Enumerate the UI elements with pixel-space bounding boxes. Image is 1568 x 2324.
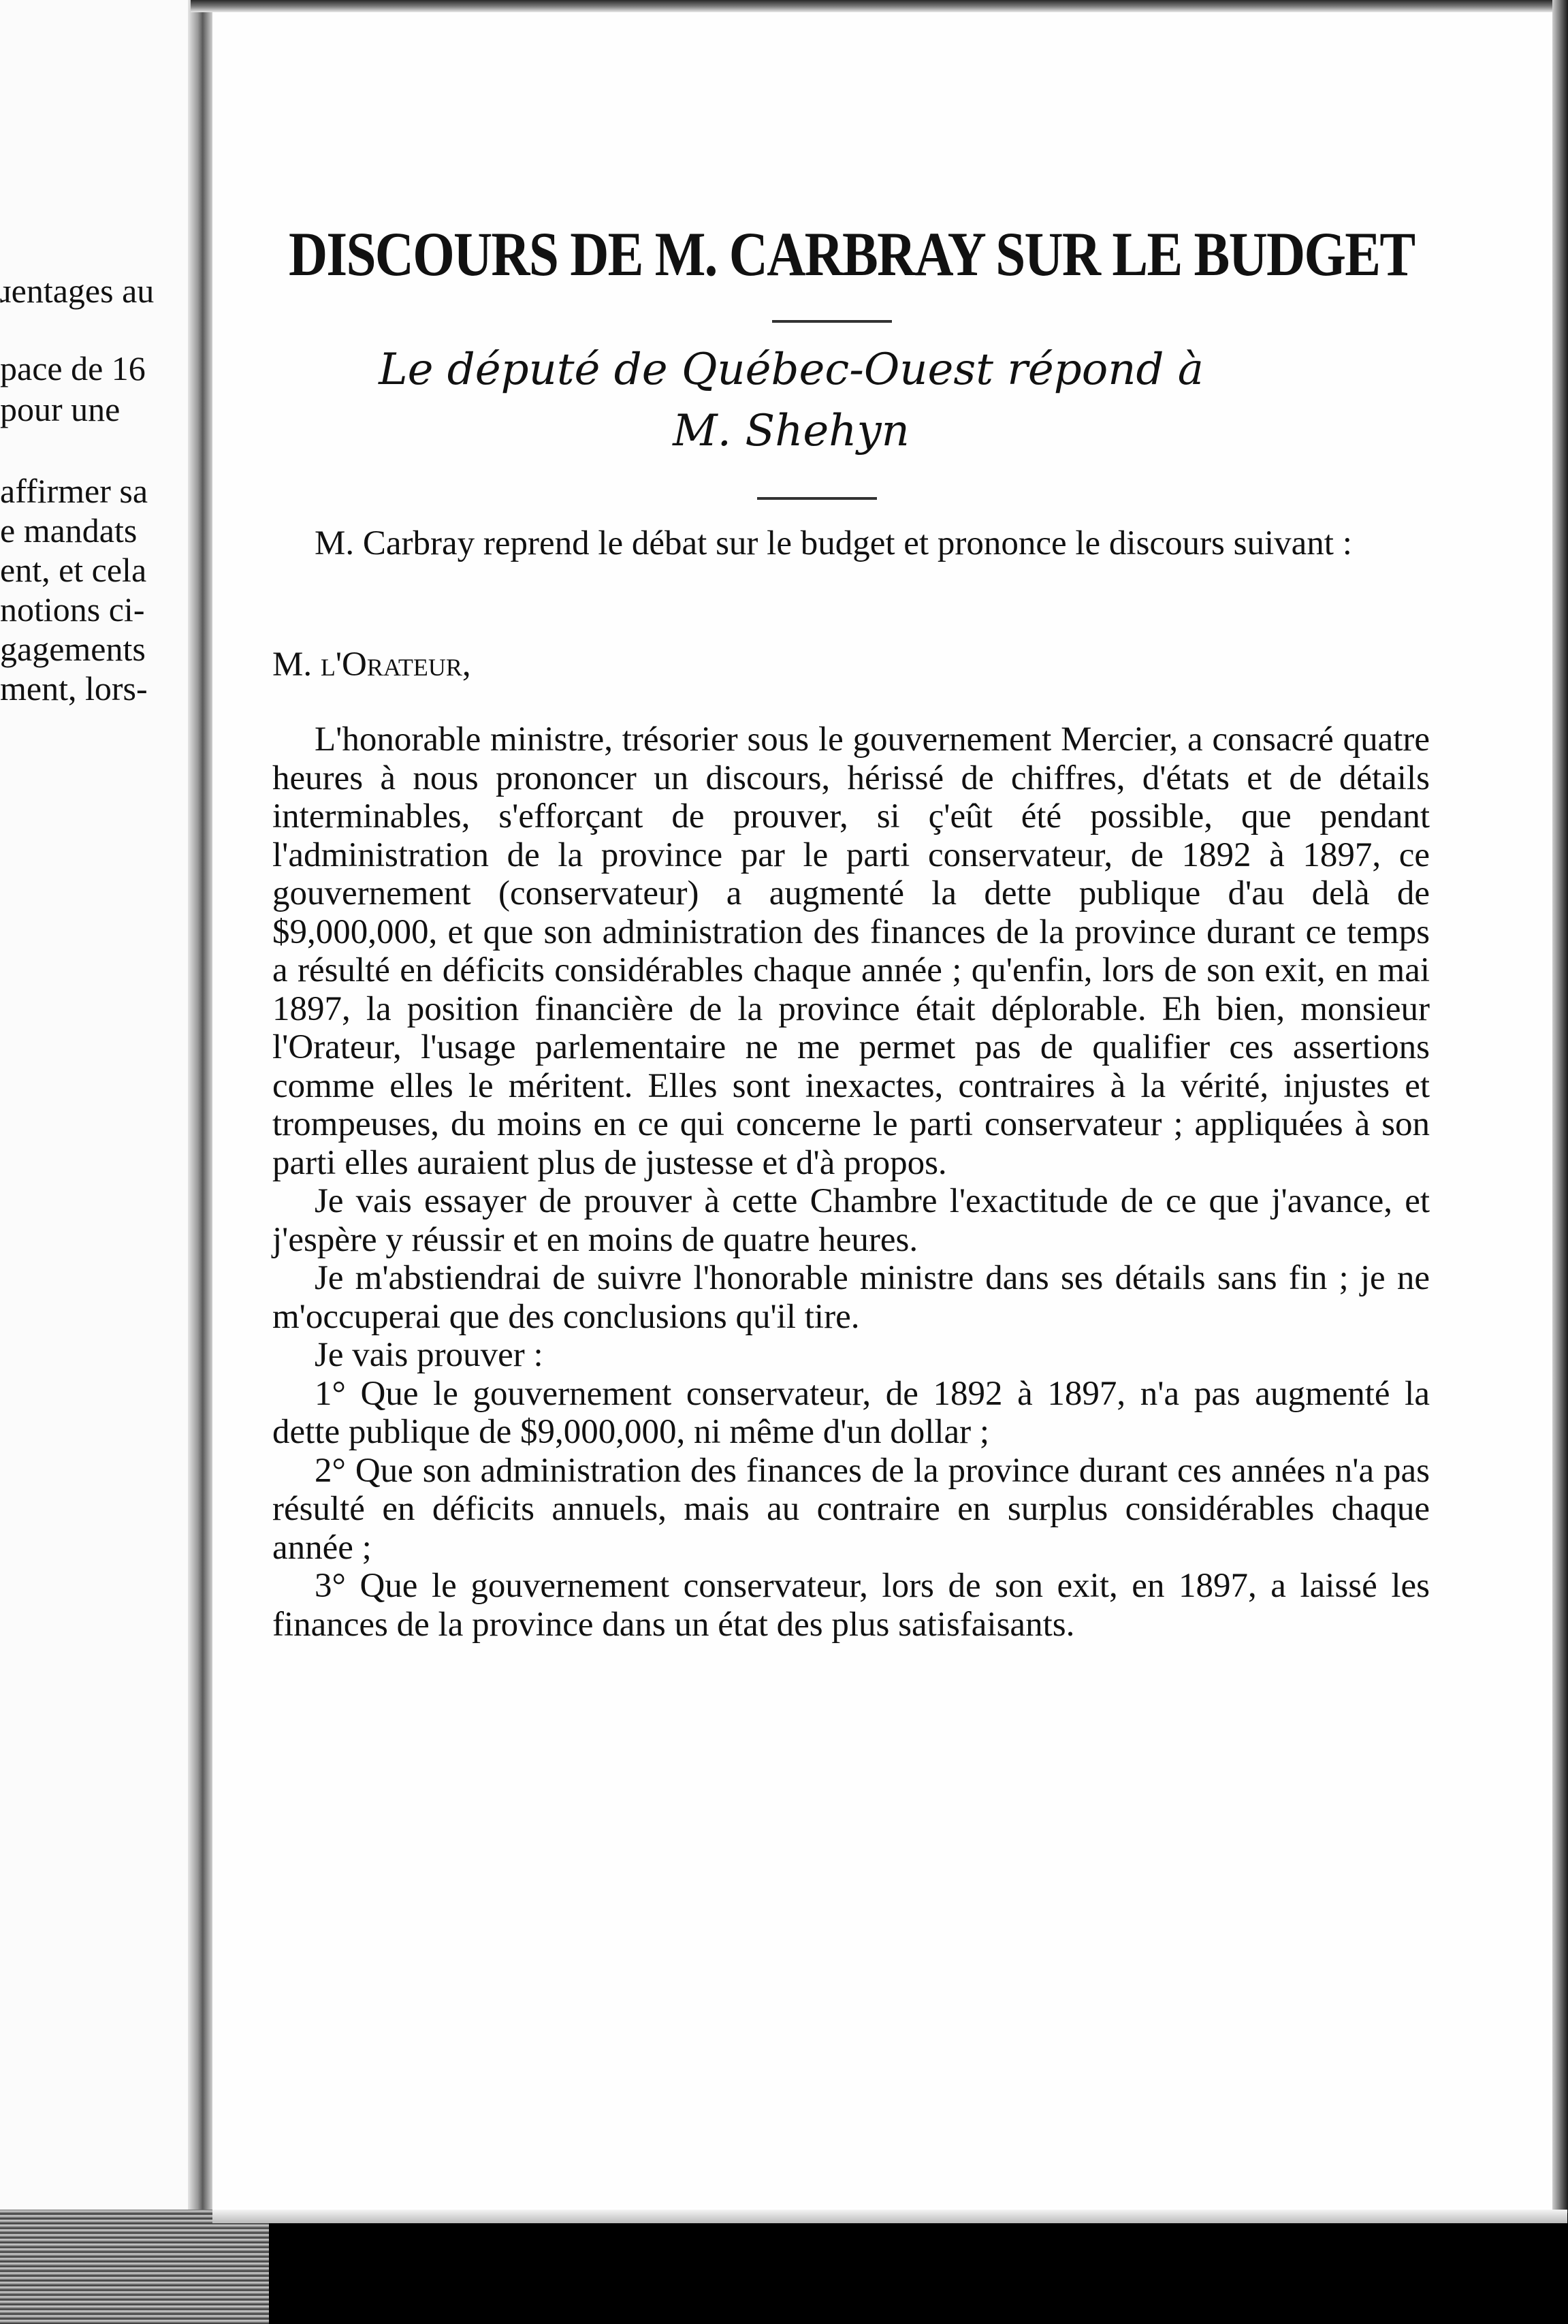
- salutation: [272, 646, 1430, 684]
- list-item: 3° Que le gouvernement conservateur, lors de son exit, en 1897, a laissé les finances de la province dans un état des plus satisfaisants.: [272, 1567, 1430, 1644]
- speech-body: [272, 720, 1430, 1644]
- page-top-edge: [191, 0, 1568, 12]
- list-item: 2° Que son administration des finances de la province durant ces années n'a pas résulté en déficits annuels, mais au contraire en surplus considérables chaque année ;: [272, 1451, 1430, 1567]
- left-page-line: pace de 16: [0, 349, 146, 387]
- paragraph: Je m'abstiendrai de suivre l'honorable ministre dans ses détails sans fin ; je ne m'occuperai que des conclusions qu'il tire.: [272, 1259, 1430, 1336]
- subtitle-line-1: Le député de Québec-Ouest répond à: [379, 345, 1204, 395]
- left-page-line: ment, lors-: [0, 669, 148, 707]
- paragraph: Je vais prouver :: [315, 1336, 543, 1374]
- left-page-line: affirmer sa: [0, 472, 148, 510]
- intro-text: M. Carbray reprend le débat sur le budget et prononce le discours suivant :: [315, 524, 1352, 562]
- left-page-line: ɹentages au: [0, 272, 155, 310]
- left-page-line: ent, et cela: [0, 551, 147, 589]
- page-bottom-edge: [212, 2210, 1567, 2223]
- left-page-line: pour une: [0, 390, 121, 428]
- page-title: DISCOURS DE M. CARBRAY SUR LE BUDGET: [289, 219, 1415, 289]
- title-divider: [772, 320, 892, 323]
- subtitle-divider: [757, 497, 877, 500]
- book-spine: [188, 0, 212, 2324]
- intro-paragraph: [272, 524, 1430, 563]
- list-item: 1° Que le gouvernement conservateur, de 1892 à 1897, n'a pas augmenté la dette publique de $9,000,000, ni même d'un dollar ;: [272, 1374, 1430, 1451]
- subtitle-line-2: M. Shehyn: [673, 406, 910, 456]
- page-stack-edge: [0, 2210, 269, 2324]
- left-page-line: notions ci-: [0, 590, 145, 628]
- right-edge-shadow: [1552, 0, 1568, 2324]
- paragraph: Je vais essayer de prouver à cette Chambre l'exactitude de ce que j'avance, et j'espère y réussir et en moins de quatre heures.: [272, 1182, 1430, 1259]
- salutation-text: M. l'Orateur,: [272, 646, 471, 684]
- left-page-line: gagements: [0, 630, 146, 668]
- paragraph: L'honorable ministre, trésorier sous le gouvernement Mercier, a consacré quatre heures à nous prononcer un discours, hérissé de chiffres, d'états et de détails interminables, s'efforçant de prouver, si ç'eût été possible, que pendant l'administration de la province par le parti conservateur, de 1892 à 1897, ce gouvernement (conservateur) a augmenté la dette publique d'au delà de $9,000,000, et que son administration des finances de la province durant ce temps a résulté en déficits considérables chaque année ; qu'enfin, lors de son exit, en mai 1897, la position financière de la province était déplorable. Eh bien, monsieur l'Orateur, l'usage parlementaire ne me permet pas de qualifier ces assertions comme elles le méritent. Elles sont inexactes, contraires à la vérité, injustes et trompeuses, du moins en ce qui concerne le parti conservateur ; appliquées à son parti elles auraient plus de justesse et d'à propos.: [272, 720, 1430, 1182]
- left-page-fragment: [0, 0, 194, 2324]
- main-page: [212, 12, 1552, 2210]
- left-page-line: e mandats: [0, 511, 138, 550]
